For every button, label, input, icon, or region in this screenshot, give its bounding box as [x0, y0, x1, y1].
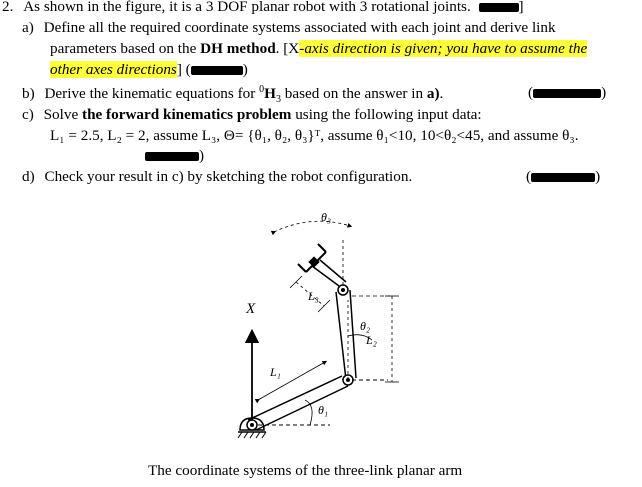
- question-intro: As shown in the figure, it is a 3 DOF planar robot with 3 rotational joints.: [23, 0, 471, 15]
- part-b-h: H: [264, 85, 276, 103]
- l3-label: L₃: [308, 289, 319, 303]
- part-a-dh-bold: DH method: [200, 40, 276, 57]
- part-b-end: .: [439, 85, 444, 103]
- part-a-line3: other axes directions] ( ): [50, 61, 248, 78]
- figure-caption: The coordinate systems of the three-link planar arm: [148, 462, 463, 479]
- part-a-highlight2: other axes directions: [50, 61, 177, 78]
- part-c-input-data: L₁ = 2.5, L₂ = 2, assume L₃, Θ= {θ₁, θ₂, θ₃}ᵀ, assume θ₁<10, 10<θ₂<45, and assume θ₃.: [50, 127, 579, 144]
- theta2-label: θ₂: [360, 319, 371, 333]
- theta1-label: θ₁: [318, 403, 329, 417]
- theta3-label: θ₃: [321, 210, 332, 224]
- part-b-text: Derive the kinematic equations for: [44, 85, 260, 103]
- part-c-label: c): [22, 106, 34, 123]
- part-b-sup: 0: [259, 84, 265, 95]
- part-a-label: a): [22, 19, 34, 36]
- part-a-text3-post: ] (: [176, 61, 191, 78]
- l2-label: L₂: [366, 333, 377, 347]
- l1-dimension: [258, 362, 325, 400]
- part-d-points: ( ): [526, 168, 601, 185]
- part-c-points: ): [145, 147, 204, 165]
- gripper: [298, 244, 326, 272]
- question-number: 2.: [2, 0, 14, 15]
- part-a-highlight1: -axis direction is given; you have to assume the: [299, 40, 588, 57]
- part-b-text-post: based on the answer in: [280, 85, 427, 103]
- part-d-text: Check your result in c) by sketching the robot configuration.: [44, 168, 413, 185]
- part-c-bold: the forward kinematics problem: [82, 106, 292, 123]
- part-c-text-post: using the following input data:: [291, 106, 482, 123]
- part-a-text2-post: . [X: [275, 40, 300, 57]
- part-b-label: b): [22, 85, 35, 103]
- part-d-label: d): [22, 168, 35, 185]
- link-1: [248, 376, 348, 430]
- part-b-sub: 3: [275, 94, 281, 106]
- part-b-ref: a): [426, 85, 440, 103]
- part-a-text1: Define all the required coordinate systems associated with each joint and derive link: [43, 19, 556, 36]
- part-a-text2: parameters based on the: [50, 40, 201, 57]
- bracket-close: ]: [518, 0, 524, 15]
- x-axis-label: X: [246, 301, 256, 317]
- part-b-points: ( ): [528, 84, 607, 101]
- l1-label: L₁: [270, 365, 281, 379]
- part-c-text: Solve: [43, 106, 83, 123]
- theta3-arc: [274, 221, 350, 232]
